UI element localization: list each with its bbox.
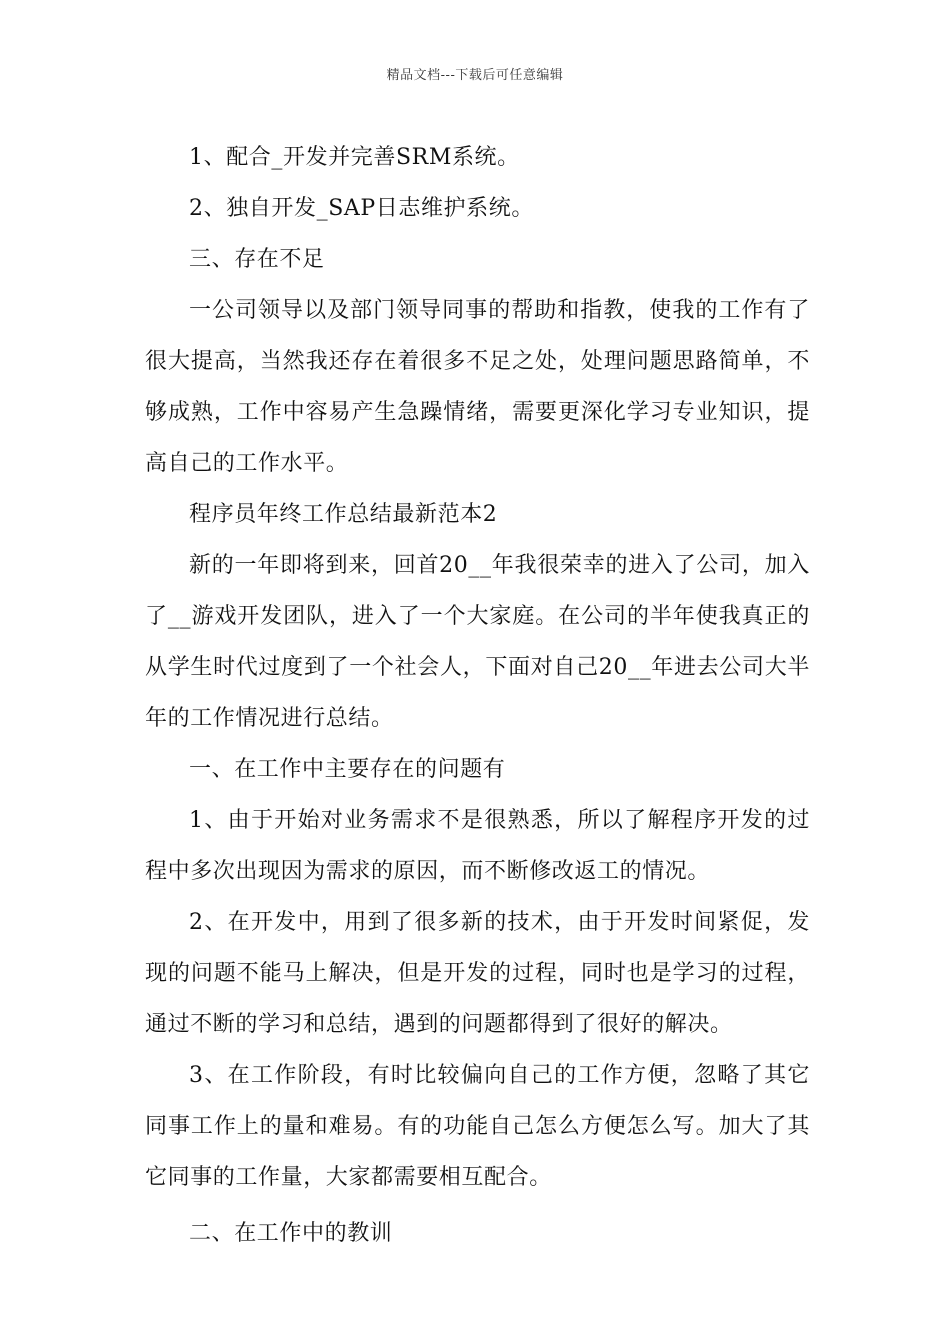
paragraph-item-2: 2、独自开发_SAP日志维护系统。 [189, 196, 534, 221]
section-heading-shortcomings: 三、存在不足 [189, 247, 325, 272]
paragraph-problem-3: 3、在工作阶段，有时比较偏向自己的工作方便，忽略了其它同事工作上的量和难易。有的功能自己怎么方便怎么写。加大了其它同事的工作量，大家都需要相互配合。 [145, 1063, 810, 1190]
section-heading-lessons: 二、在工作中的教训 [189, 1221, 393, 1246]
page-header: 精品文档---下载后可任意编辑 [386, 68, 564, 83]
paragraph-problem-1: 1、由于开始对业务需求不是很熟悉，所以了解程序开发的过程中多次出现因为需求的原因，而不断修改返工的情况。 [145, 808, 810, 884]
paragraph-item-1: 1、配合_开发并完善SRM系统。 [189, 145, 520, 170]
document-body [145, 132, 810, 1259]
document-subtitle: 程序员年终工作总结最新范本2 [189, 502, 498, 527]
paragraph-shortcomings: 一公司领导以及部门领导同事的帮助和指教，使我的工作有了很大提高，当然我还存在着很多不足之处，处理问题思路简单，不够成熟，工作中容易产生急躁情绪，需要更深化学习专业知识，提高自己的工作水平。 [145, 298, 810, 476]
paragraph-problem-2: 2、在开发中，用到了很多新的技术，由于开发时间紧促，发现的问题不能马上解决，但是开发的过程，同时也是学习的过程，通过不断的学习和总结，遇到的问题都得到了很好的解决。 [145, 910, 810, 1037]
section-heading-problems: 一、在工作中主要存在的问题有 [189, 757, 506, 782]
paragraph-intro: 新的一年即将到来，回首20__年我很荣幸的进入了公司，加入了__游戏开发团队，进入了一个大家庭。在公司的半年使我真正的从学生时代过度到了一个社会人，下面对自己20__年进去公司大半年的工作情况进行总结。 [145, 553, 810, 731]
